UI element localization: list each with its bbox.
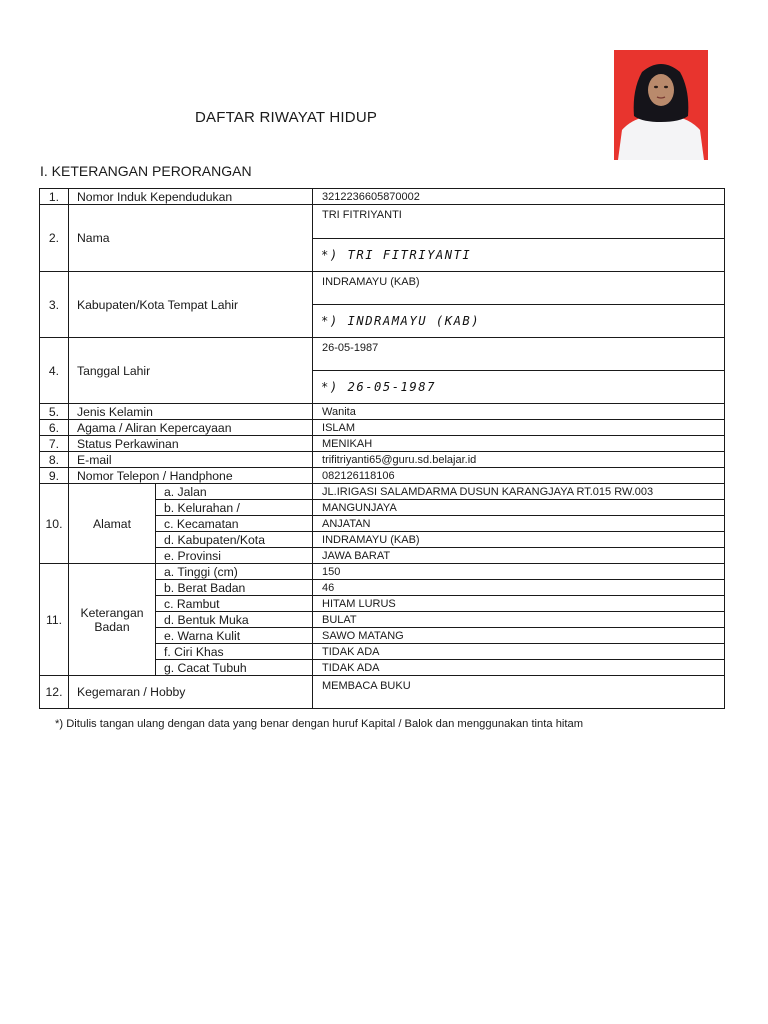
table-row (40, 468, 725, 484)
field-value: trifitriyanti65@guru.sd.belajar.id (313, 452, 725, 468)
field-label (69, 564, 156, 676)
sub-field-label: c. Kecamatan (156, 516, 313, 532)
field-value: BULAT (313, 612, 725, 628)
row-number: 9. (40, 468, 69, 484)
sub-field-label: d. Bentuk Muka (156, 612, 313, 628)
table-row (40, 272, 725, 305)
field-value: TRI FITRIYANTI (313, 205, 725, 239)
field-value: 46 (313, 580, 725, 596)
field-value: 082126118106 (313, 468, 725, 484)
field-value: ANJATAN (313, 516, 725, 532)
field-label: Nomor Telepon / Handphone (69, 468, 313, 484)
row-number: 7. (40, 436, 69, 452)
field-value: HITAM LURUS (313, 596, 725, 612)
field-value: JL.IRIGASI SALAMDARMA DUSUN KARANGJAYA RT.015 RW.003 (313, 484, 725, 500)
field-value: MENIKAH (313, 436, 725, 452)
person-portrait-icon (614, 50, 708, 160)
field-value: TIDAK ADA (313, 660, 725, 676)
field-label: Kabupaten/Kota Tempat Lahir (69, 272, 313, 338)
row-number: 8. (40, 452, 69, 468)
row-number: 10. (40, 484, 69, 564)
sub-field-label: d. Kabupaten/Kota (156, 532, 313, 548)
table-row (40, 676, 725, 709)
row-number: 11. (40, 564, 69, 676)
row-number: 1. (40, 189, 69, 205)
row-number: 5. (40, 404, 69, 420)
field-value: 26-05-1987 (313, 338, 725, 371)
field-label: Agama / Aliran Kepercayaan (69, 420, 313, 436)
sub-field-label: e. Provinsi (156, 548, 313, 564)
sub-field-label: a. Jalan (156, 484, 313, 500)
sub-field-label: c. Rambut (156, 596, 313, 612)
table-row (40, 205, 725, 239)
field-label: Jenis Kelamin (69, 404, 313, 420)
sub-field-label: e. Warna Kulit (156, 628, 313, 644)
sub-field-label: a. Tinggi (cm) (156, 564, 313, 580)
field-value: SAWO MATANG (313, 628, 725, 644)
table-row (40, 484, 725, 500)
table-row (40, 452, 725, 468)
field-value: MEMBACA BUKU (313, 676, 725, 709)
profile-photo (614, 50, 708, 160)
row-number: 4. (40, 338, 69, 404)
field-value: ISLAM (313, 420, 725, 436)
field-label: E-mail (69, 452, 313, 468)
handwritten-value: *) 26-05-1987 (313, 371, 725, 404)
row-number: 12. (40, 676, 69, 709)
row-number: 6. (40, 420, 69, 436)
footnote: *) Ditulis tangan ulang dengan data yang benar dengan huruf Kapital / Balok dan menggunakan tinta hitam (55, 718, 584, 730)
field-label: Alamat (69, 484, 156, 564)
field-value: INDRAMAYU (KAB) (313, 272, 725, 305)
sub-field-label: f. Ciri Khas (156, 644, 313, 660)
field-label: Nomor Induk Kependudukan (69, 189, 313, 205)
table-row (40, 189, 725, 205)
table-row (40, 420, 725, 436)
table-row (40, 436, 725, 452)
table-row (40, 338, 725, 371)
sub-field-label: b. Kelurahan / (156, 500, 313, 516)
field-label-line: Keterangan (80, 605, 144, 620)
section-heading: I. KETERANGAN PERORANGAN (40, 163, 252, 179)
field-value: 3212236605870002 (313, 189, 725, 205)
field-label: Kegemaran / Hobby (69, 676, 313, 709)
sub-field-label: g. Cacat Tubuh (156, 660, 313, 676)
field-value: TIDAK ADA (313, 644, 725, 660)
row-number: 3. (40, 272, 69, 338)
handwritten-value: *) INDRAMAYU (KAB) (313, 305, 725, 338)
field-value: INDRAMAYU (KAB) (313, 532, 725, 548)
field-value: MANGUNJAYA (313, 500, 725, 516)
field-label: Nama (69, 205, 313, 272)
document-title: DAFTAR RIWAYAT HIDUP (195, 109, 378, 126)
field-label-line: Badan (94, 619, 130, 634)
field-value: 150 (313, 564, 725, 580)
personal-info-table (39, 188, 725, 709)
handwritten-value: *) TRI FITRIYANTI (313, 239, 725, 272)
table-row (40, 564, 725, 580)
field-value: Wanita (313, 404, 725, 420)
field-value: JAWA BARAT (313, 548, 725, 564)
row-number: 2. (40, 205, 69, 272)
field-label: Status Perkawinan (69, 436, 313, 452)
table-row (40, 404, 725, 420)
sub-field-label: b. Berat Badan (156, 580, 313, 596)
field-label: Tanggal Lahir (69, 338, 313, 404)
